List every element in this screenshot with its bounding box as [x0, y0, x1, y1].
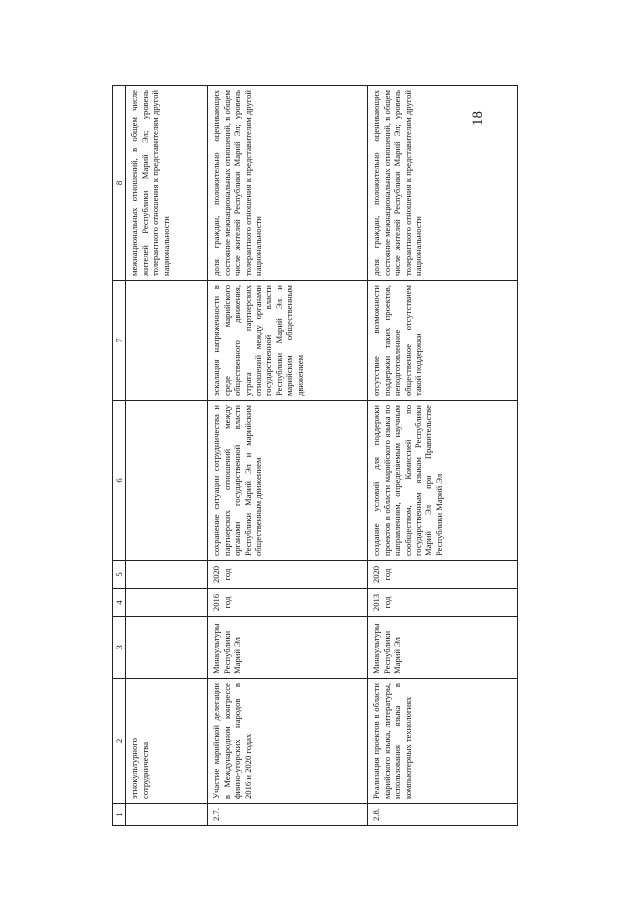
row-start: 2016 год [208, 589, 368, 617]
row-result: сохранение ситуации сотрудничества и партнерских отношений между органами государственной власти Республики Марий Эл и марийским общественным движением [208, 401, 368, 561]
cont-num [126, 804, 208, 826]
cont-executor [126, 617, 208, 679]
row-indicator: доля граждан, положительно оценивающих состояние межнациональных отношений, в общем числе жителей Республики Марий Эл; уровень толерантного отношения к представителям другой национальности [208, 86, 368, 281]
table-row [208, 86, 368, 826]
row-consequences: эскалация напряженности в среде марийского общественного движения, утрата партнерских отношений между органами государственной власти Республики Марий Эл и марийским общественным движением [208, 281, 368, 401]
cont-consequences [126, 281, 208, 401]
cont-result [126, 401, 208, 561]
row-executor: Минкультуры Республики Марий Эл [208, 617, 368, 679]
table-row [368, 86, 518, 826]
row-end: 2020 год [368, 561, 518, 589]
cont-start [126, 589, 208, 617]
column-number-row [113, 86, 126, 826]
row-start: 2013 год [368, 589, 518, 617]
row-name: Реализация проектов в области марийского языка, литературы, использования языка в компьютерных технологиях [368, 679, 518, 804]
col-num-1: 1 [113, 804, 126, 826]
cont-name: этнокультурного сотрудничества [126, 679, 208, 804]
program-table [112, 85, 518, 826]
row-result: создание условий для поддержки проектов в области марийского языка по направлениям, определяемым научным сообществом, Комиссией по государственным языкам Республики Марий Эл при Правительстве Республики Марий Эл [368, 401, 518, 561]
continuation-row [126, 86, 208, 826]
col-num-4: 4 [113, 589, 126, 617]
col-num-6: 6 [113, 401, 126, 561]
col-num-3: 3 [113, 617, 126, 679]
col-num-2: 2 [113, 679, 126, 804]
row-consequences: отсутствие возможности поддержки таких проектов, неподготовленное общественное отсутствием такой поддержки [368, 281, 518, 401]
row-name: Участие марийской делегации в Международном конгрессе финно-угорских народов в 2016 и 2020 годах [208, 679, 368, 804]
row-end: 2020 год [208, 561, 368, 589]
col-num-7: 7 [113, 281, 126, 401]
row-num: 2.7. [208, 804, 368, 826]
row-executor: Минкультуры Республики Марий Эл [368, 617, 518, 679]
page-number: 18 [470, 111, 486, 126]
col-num-5: 5 [113, 561, 126, 589]
col-num-8: 8 [113, 86, 126, 281]
rotated-page [112, 86, 512, 826]
cont-indicator: межнациональных отношений, в общем числе жителей Республики Марий Эл; уровень толерантного отношения к представителям другой национальности [126, 86, 208, 281]
row-num: 2.8. [368, 804, 518, 826]
cont-end [126, 561, 208, 589]
row-indicator: доля граждан, положительно оценивающих состояние межнациональных отношений, в общем числе жителей Республики Марий Эл; уровень толерантного отношения к представителям другой национальности [368, 86, 518, 281]
